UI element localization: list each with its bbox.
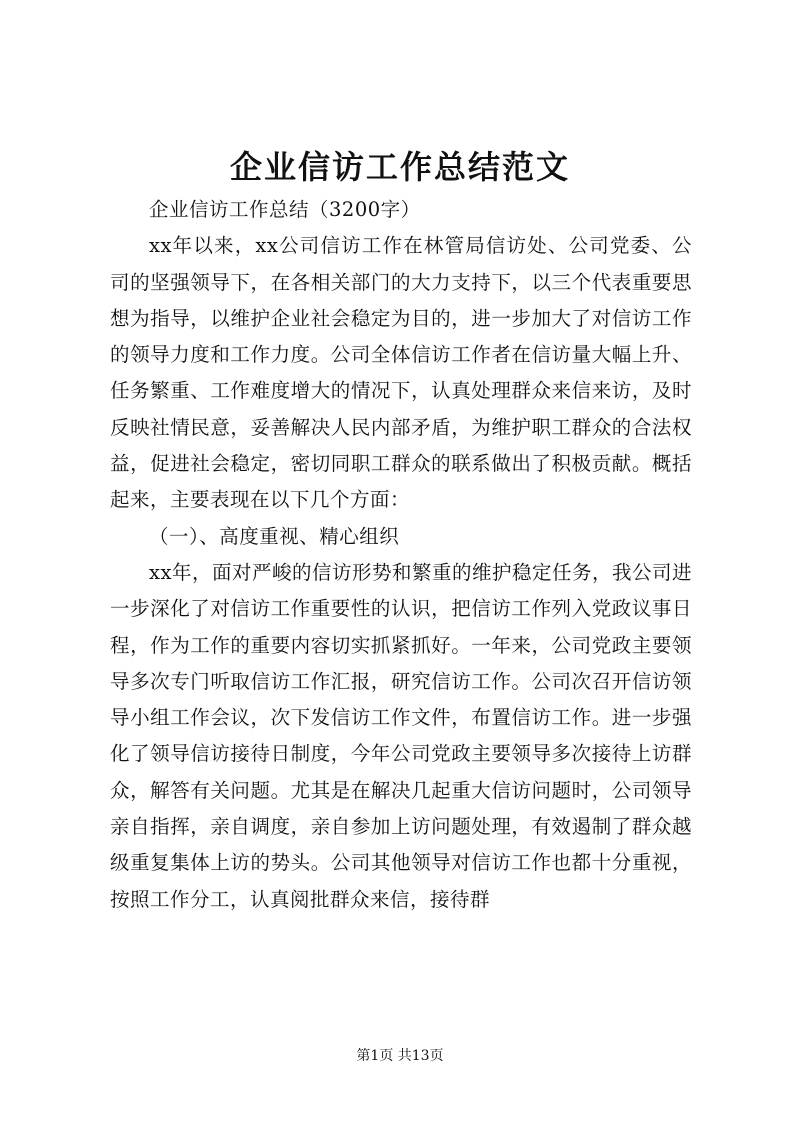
subtitle: 企业信访工作总结（3200字） [149,198,421,221]
paragraph: xx年以来，xx公司信访工作在林管局信访处、公司党委、公司的坚强领导下，在各相关部门的大力支持下，以三个代表重要思想为指导，以维护企业社会稳定为目的，进一步加大了对信访工作的领导力度和工作力度。公司全体信访工作者在信访量大幅上升、任务繁重、工作难度增大的情况下，认真处理群众来信来访，及时反映社情民意，妥善解决人民内部矛盾，为维护职工群众的合法权益，促进社会稳定，密切同职工群众的联系做出了积极贡献。概括起来，主要表现在以下几个方面： [110,234,692,512]
paragraph: xx年，面对严峻的信访形势和繁重的维护稳定任务，我公司进一步深化了对信访工作重要性的认识，把信访工作列入党政议事日程，作为工作的重要内容切实抓紧抓好。一年来，公司党政主要领导多次专门听取信访工作汇报，研究信访工作。公司次召开信访领导小组工作会议，次下发信访工作文件，布置信访工作。进一步强化了领导信访接待日制度，今年公司党政主要领导多次接待上访群众，解答有关问题。尤其是在解决几起重大信访问题时，公司领导亲自指挥，亲自调度，亲自参加上访问题处理，有效遏制了群众越级重复集体上访的势头。公司其他领导对信访工作也都十分重视，按照工作分工，认真阅批群众来信，接待群 [110,560,692,911]
document-title: 企业信访工作总结范文 [229,148,570,186]
page-footer: 第1页 共13页 [356,1048,444,1064]
section-heading: （一）、高度重视、精心组织 [149,524,400,548]
document-body [110,192,692,918]
